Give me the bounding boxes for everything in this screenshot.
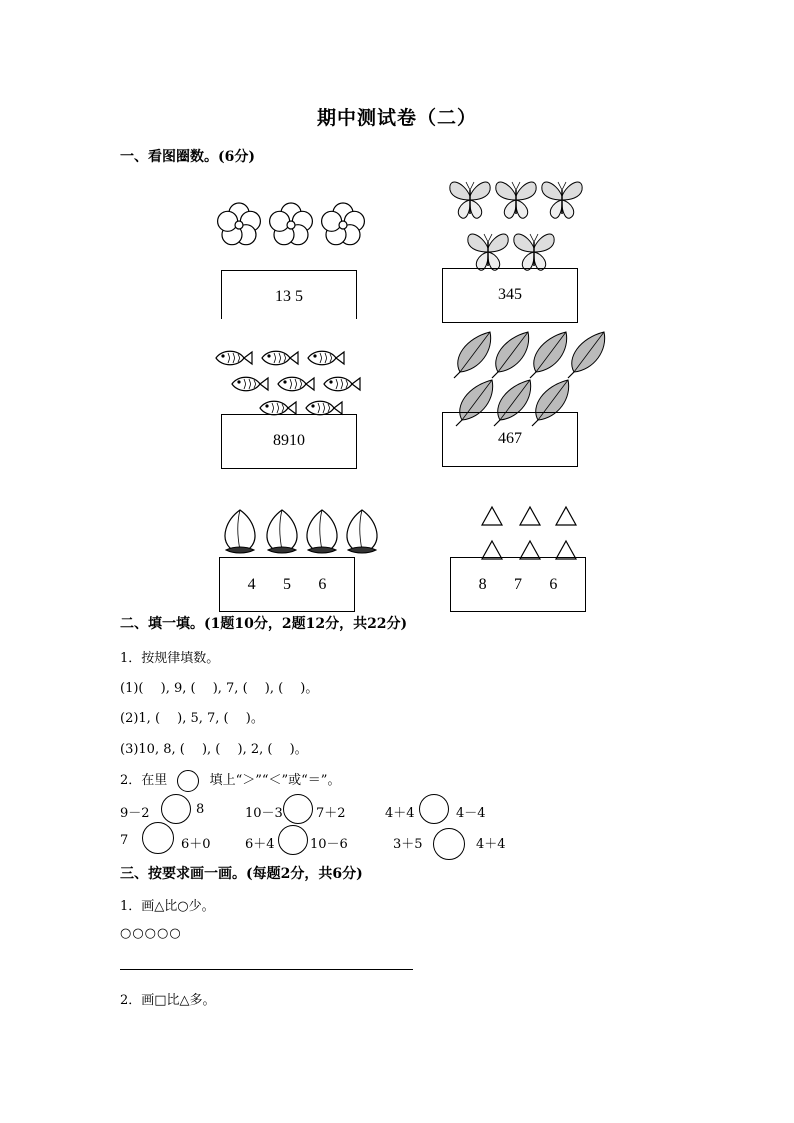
box-number: 7 (513, 576, 522, 593)
leaf-icon (530, 332, 567, 378)
box-numbers (220, 576, 354, 594)
comparison-left: 6＋4 (245, 837, 275, 852)
fish-icon (262, 351, 298, 365)
triangle-icon (520, 507, 540, 525)
box-numbers (451, 576, 585, 594)
butterfly-icon (468, 234, 508, 270)
answer-circle[interactable] (433, 828, 465, 860)
box-numbers: 345 (498, 286, 522, 303)
comparison-left: 3＋5 (393, 837, 423, 852)
fish-icon (260, 401, 296, 415)
fish-icon (306, 401, 342, 415)
answer-circle[interactable] (161, 794, 191, 824)
triangle-icon (482, 507, 502, 525)
sequence-line: (2)1, ( ), 5, 7, ( )。 (120, 711, 264, 726)
comparison-right: 7＋2 (316, 806, 346, 821)
section-1-heading: 一、看图圈数。(6分) (120, 149, 255, 165)
page-title: 期中测试卷（二） (316, 107, 477, 129)
answer-circle[interactable] (283, 794, 313, 824)
comparison-right: 6＋0 (181, 837, 211, 852)
butterfly-icon (496, 182, 536, 218)
peach-icon (225, 510, 255, 553)
section-2-heading: 二、填一填。(1题10分，2题12分，共22分) (120, 616, 408, 632)
sequence-line: (3)10, 8, ( ), ( ), 2, ( )。 (120, 742, 308, 757)
answer-circle[interactable] (142, 822, 174, 854)
answer-box-triangles (450, 557, 586, 612)
comparison-right: 8 (196, 802, 205, 817)
answer-box-fish (221, 414, 357, 469)
comparison-right: 10－6 (310, 837, 348, 852)
leaf-icon (492, 332, 529, 378)
answer-box-butterflies (442, 268, 578, 323)
comparison-right: 4－4 (456, 806, 486, 821)
question-2-suffix: 填上“＞”“＜”或“＝”。 (209, 773, 341, 788)
triangle-icon (556, 507, 576, 525)
fish-icon (308, 351, 344, 365)
comparison-left: 7 (120, 833, 129, 848)
box-number: 4 (247, 576, 256, 593)
box-number: 6 (318, 576, 327, 593)
answer-circle[interactable] (278, 825, 308, 855)
butterfly-group (448, 174, 588, 274)
comparison-left: 10－3 (245, 806, 283, 821)
question-1-label: 1．按规律填数。 (120, 651, 220, 666)
triangle-group (470, 505, 590, 565)
section-3-question-2: 2．画□比△多。 (120, 993, 216, 1008)
peach-icon (347, 510, 377, 553)
comparison-left: 9－2 (120, 806, 150, 821)
flower-icon (322, 203, 365, 245)
fish-icon (324, 377, 360, 391)
peach-group (220, 510, 385, 555)
butterfly-icon (514, 234, 554, 270)
fish-icon (232, 377, 268, 391)
leaf-icon (454, 332, 491, 378)
peach-icon (267, 510, 297, 553)
box-numbers: 8910 (273, 432, 305, 449)
question-2-label (120, 769, 340, 792)
blank-circle (177, 770, 199, 792)
fish-group (212, 346, 367, 422)
answer-box-peaches (219, 557, 355, 612)
answer-box-flowers (221, 270, 357, 319)
leaf-icon (568, 332, 605, 378)
comparison-right: 4＋4 (476, 837, 506, 852)
drawing-line[interactable] (120, 969, 413, 970)
fish-icon (216, 351, 252, 365)
box-numbers: 467 (498, 430, 522, 447)
question-2-prefix: 2．在里 (120, 773, 168, 788)
fish-icon (278, 377, 314, 391)
box-number: 8 (478, 576, 487, 593)
flower-icon (270, 203, 313, 245)
section-3-heading: 三、按要求画一画。(每题2分，共6分) (120, 866, 363, 882)
butterfly-icon (542, 182, 582, 218)
peach-icon (307, 510, 337, 553)
box-number: 6 (549, 576, 558, 593)
sequence-line: (1)( ), 9, ( ), 7, ( ), ( )。 (120, 681, 319, 696)
answer-circle[interactable] (419, 794, 449, 824)
answer-box-leaves (442, 412, 578, 467)
circle-row: ○○○○○ (120, 926, 182, 941)
section-3-question-1: 1．画△比○少。 (120, 899, 215, 914)
butterfly-icon (450, 182, 490, 218)
flower-icon (218, 203, 261, 245)
box-number: 5 (282, 576, 291, 593)
flower-group (214, 200, 374, 250)
box-numbers: 13 5 (275, 288, 303, 305)
comparison-left: 4＋4 (385, 806, 415, 821)
